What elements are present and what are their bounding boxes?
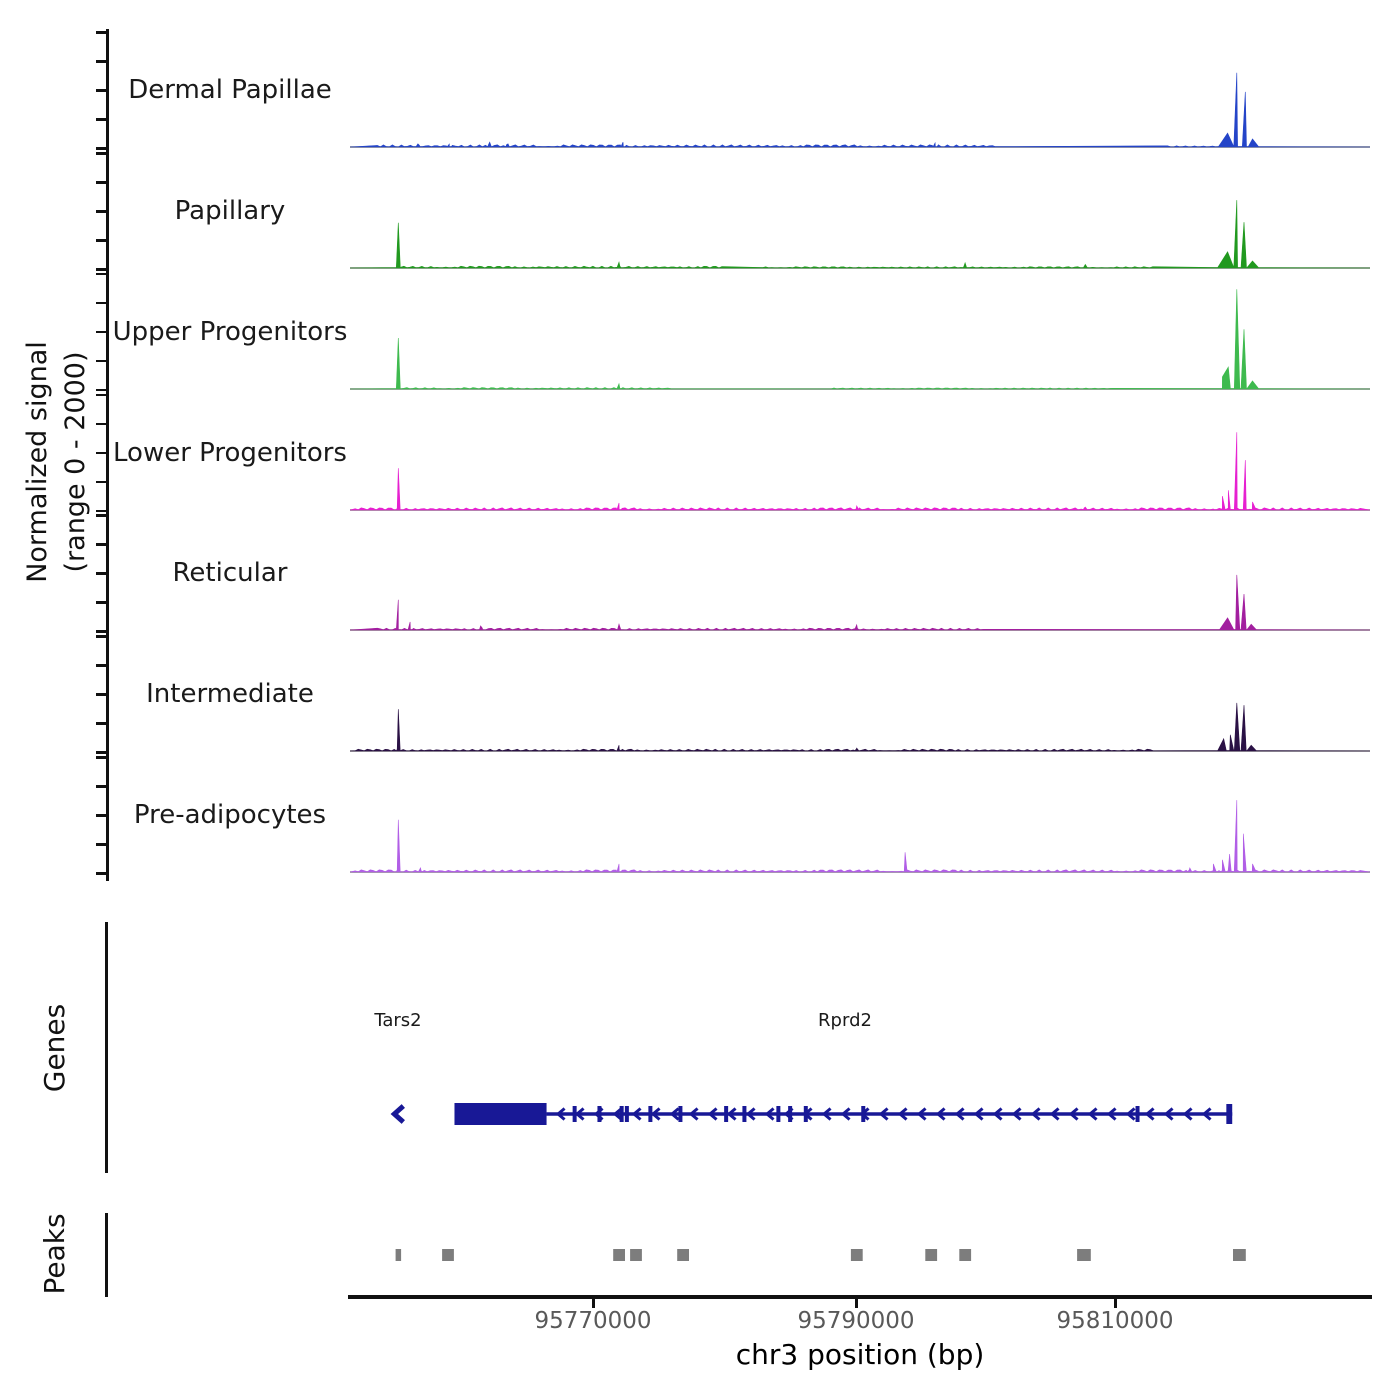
y-axis-tick bbox=[96, 331, 107, 334]
track-label-dermal-papillae: Dermal Papillae bbox=[128, 75, 332, 106]
y-axis-tick bbox=[96, 543, 107, 546]
peak-box bbox=[677, 1249, 689, 1261]
y-axis-tick bbox=[96, 181, 107, 184]
x-axis-title: chr3 position (bp) bbox=[735, 1338, 985, 1371]
track-label-papillary: Papillary bbox=[174, 196, 286, 226]
y-axis-tick bbox=[96, 147, 107, 150]
y-axis-tick bbox=[96, 273, 107, 276]
y-axis-tick bbox=[96, 572, 107, 575]
gene-model-plot bbox=[350, 1088, 1370, 1140]
y-axis-tick bbox=[96, 210, 107, 213]
y-axis-tick bbox=[96, 360, 107, 363]
genes-bracket-line bbox=[105, 922, 108, 1173]
peak-box bbox=[959, 1249, 971, 1261]
peak-box bbox=[630, 1249, 642, 1261]
track-label-intermediate: Intermediate bbox=[146, 679, 314, 710]
y-axis-tick bbox=[96, 481, 107, 484]
x-axis-tick-2 bbox=[855, 1299, 858, 1308]
x-axis-tick-label-2: 95790000 bbox=[797, 1308, 915, 1334]
y-axis-tick bbox=[96, 452, 107, 455]
x-axis-tick-label-3: 95810000 bbox=[1056, 1308, 1174, 1334]
y-axis-tick bbox=[96, 630, 107, 633]
x-axis-tick-1 bbox=[592, 1299, 595, 1308]
y-axis-tick bbox=[96, 60, 107, 63]
peaks-plot bbox=[350, 1248, 1370, 1264]
peaks-track-label: Peaks bbox=[38, 1213, 71, 1295]
y-axis-tick bbox=[96, 239, 107, 242]
y-axis-tick bbox=[96, 152, 107, 155]
x-axis-line bbox=[348, 1295, 1372, 1299]
peak-box bbox=[396, 1249, 402, 1261]
track-label-upper-progenitors: Upper Progenitors bbox=[112, 316, 348, 347]
peak-box bbox=[613, 1249, 625, 1261]
gene-name-rprd2: Rprd2 bbox=[818, 1010, 872, 1031]
y-axis-tick bbox=[96, 510, 107, 513]
signal-plot-reticular bbox=[350, 512, 1370, 631]
y-axis-label-line2: (range 0 - 2000) bbox=[60, 351, 91, 573]
track-label-reticular: Reticular bbox=[172, 558, 288, 589]
signal-plot-dermal-papillae bbox=[350, 29, 1370, 148]
y-axis-tick bbox=[96, 635, 107, 638]
peak-box bbox=[442, 1249, 454, 1261]
track-label-pre-adipocytes: Pre-adipocytes bbox=[133, 800, 327, 830]
signal-plot-upper-progenitors bbox=[350, 271, 1370, 390]
peak-box bbox=[1077, 1249, 1091, 1261]
x-axis-tick-3 bbox=[1114, 1299, 1117, 1308]
signal-plot-papillary bbox=[350, 150, 1370, 269]
signal-plot-lower-progenitors bbox=[350, 392, 1370, 511]
y-axis-tick bbox=[96, 514, 107, 517]
peak-box bbox=[1233, 1249, 1246, 1261]
y-axis-tick bbox=[96, 843, 107, 846]
y-axis-tick bbox=[96, 785, 107, 788]
y-axis-tick bbox=[96, 722, 107, 725]
y-axis-tick bbox=[96, 693, 107, 696]
y-axis-tick bbox=[96, 751, 107, 754]
signal-plot-pre-adipocytes bbox=[350, 754, 1370, 873]
peaks-bracket-line bbox=[105, 1213, 108, 1297]
peak-box bbox=[851, 1249, 863, 1261]
y-axis-label-line1: Normalized signal bbox=[22, 341, 53, 583]
y-axis-tick bbox=[96, 268, 107, 271]
y-axis-tick bbox=[96, 814, 107, 817]
y-axis-tick bbox=[96, 31, 107, 34]
y-axis-tick bbox=[96, 872, 107, 875]
y-axis-tick bbox=[96, 89, 107, 92]
y-axis-tick bbox=[96, 118, 107, 121]
signal-plot-intermediate bbox=[350, 633, 1370, 752]
y-axis-tick bbox=[96, 302, 107, 305]
y-axis-tick bbox=[96, 601, 107, 604]
y-axis-tick bbox=[96, 423, 107, 426]
peak-box bbox=[925, 1249, 937, 1261]
y-axis-tick bbox=[96, 664, 107, 667]
y-axis-tick bbox=[96, 756, 107, 759]
y-axis-tick bbox=[96, 389, 107, 392]
gene-name-tars2: Tars2 bbox=[374, 1010, 422, 1031]
genes-track-label: Genes bbox=[38, 1003, 71, 1093]
x-axis-tick-label-1: 95770000 bbox=[534, 1308, 652, 1334]
track-label-lower-progenitors: Lower Progenitors bbox=[113, 437, 347, 468]
y-axis-tick bbox=[96, 394, 107, 397]
y-axis-label bbox=[19, 262, 95, 662]
